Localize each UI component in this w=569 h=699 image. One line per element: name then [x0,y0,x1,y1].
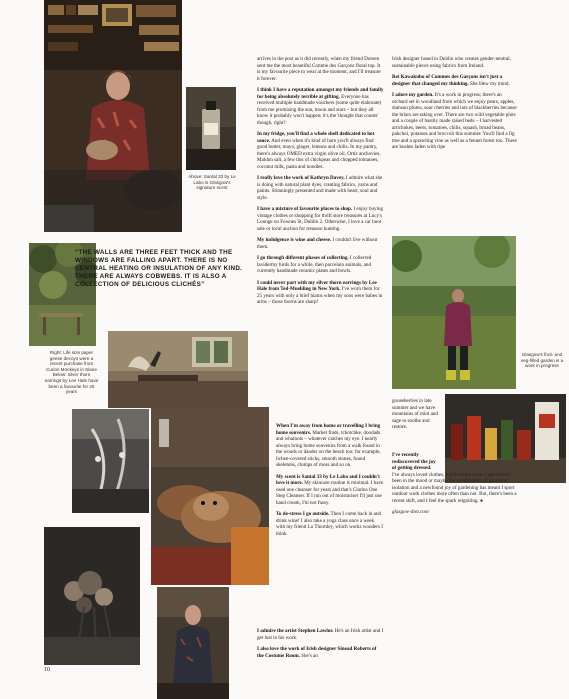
col1-p7: I collected taxidermy birds for a while, then porcelain animals, and currently handmade ceramic plates and bowls. [257,255,372,274]
col1-p10-lead: My scent is Santal 33 by Le Labo and I couldn't love it more. [276,473,380,486]
col1-p12: He's an Irish artist and I get lost in his work. [257,628,384,641]
pull-quote: “THE WALLS ARE THREE FEET THICK AND THE WINDOWS ARE FALLING APART. THERE IS NO CENTRAL HEATING OR INSULATION OF ANY KIND. THERE ARE ALWAYS COBWEBS. IT IS ALSO A COLLECTION OF DELICIOUS CLICHÉS” [75,249,243,288]
col1-p9-lead: When I'm away from home or travelling I bring home souvenirs. [276,423,381,436]
portrait-chair-photo [157,587,229,699]
col1-p6: I couldn't live without them. [257,237,378,250]
col1-p8-lead: I could never part with my silver thorn earrings by Lee Hale from Ted-Muehling in New York. [257,279,377,292]
col2-p4: gooseberries in late summer and we have mountains of mint and sage to soothe and restore. [392,398,438,430]
article-column-1-bottom [257,628,384,664]
decoys-earrings-caption: Right: Life size paper geese decoys were a recent purchase from Curios Monkeys in Slane Below: silver thorn earrings by Lee Hale have been a favourite for 25 years [44,350,99,395]
col1-p9: Market finds, tchotchke, doodads and whatnots – whatever catches my eye. I nearly always bring home souvenirs from a walk found in the woods or dander on the beach too; for example, lichen-covered sticks, smooth stones, found skeletons, clumps of moss and so on. [276,429,381,468]
garden-caption: Glasgow's fruit- and veg-filled garden is a work in progress [520,352,564,369]
col1-p5: I enjoy buying vintage clothes or shopping for thrift store treasures at Lucy's Lounge on Fownes St, Dublin 2. Otherwise, I love a car boot sale or local auction for treasure hunting. [257,206,384,232]
col1-p11-lead: To de-stress I go outside. [276,511,330,517]
col2-p2-lead: Rei Kawakubo of Commes des Garçons isn't just a designer that changed my thinking. [392,74,503,87]
article-column-2-mid [392,398,442,436]
col1-p4: I admire what she is doing with natural plant dyes, creating fabrics, yarns and paints. Stunningly presented and made with heart, soul and style. [257,175,383,201]
thorn-earrings-photo [72,409,149,513]
col2-p5: I've always loved clothes, but in recent years I just haven't been in the mood or maybe the combination of pandemic isolation and a newfound joy of gardening has meant I sport outdoor work clothes more often than not. But, there's been a recent shift, and I feel the spark reigniting. ● [392,471,517,504]
santal-caption: Above: Santal 33 by Le Labo is Glasgow's signature scent [188,174,236,191]
col2-p1: Irish designer based in Dublin who creates gender-neutral, sustainable pieces using fabrics from Ireland. [392,56,511,69]
col2-p3: It's a work in progress; there's an orchard set in woodland from which we enjoy pears, apples, damson plums, sour cherries and lots of blackberries because the briars are taking over. There are two wild vegetable plots and a couple of hastily made raised beds – I harvested artichokes, beets, tomatoes, chilis, squash, broad beans, pakchoi, potatoes and broccoli this summer. You'll find a fig tree and a sprawling vine as well as a fennel forest too. There are bushes laden with ripe [392,92,517,150]
col1-p10: My skincare routine is minimal. I have used one cleanser for years and that's Clarins One Step Cleanser. If I run out of moisturiser I'll just use hand cream, I'm not fussy. [276,480,384,506]
col1-p8: I've worn them for 25 years with only a brief hiatus when my sons were babes in arms – those thorns are sharp! [257,286,383,305]
col1-p1: arrives in the post as it did recently, when my friend Doreen sent me the most beautiful Comme des Garçons floral top. It is my favourite piece to wear at the moment, and I'll treasure it forever. [257,56,381,82]
website-credit: glasgow-diez.com [392,509,429,515]
col1-p2: Everyone has received multiple handmade vouchers (some quite elaborate) from me promising the sun, moon and stars – but they all know it probably won't happen; it's the 'thought that counts' though, right? [257,93,382,126]
col1-p5-lead: I have a mixture of favourite places to shop. [257,206,353,212]
article-column-1 [257,56,384,311]
col1-p11: Then I come back in and drink wine! I also take a yoga class once a week with my friend Lu Thornley, which works wonders I think. [276,511,383,537]
col1-p12-lead: I admire the artist Stephen Lawlor. [257,628,334,634]
dog-sofa-photo [151,407,269,585]
article-column-1-lower [276,423,384,542]
geese-decoys-interior-photo [108,331,248,408]
col1-p3-lead: In my fridge, you'll find a whole shelf dedicated to hot sauce. [257,131,375,144]
santal-perfume-photo [186,87,236,170]
col1-p2-lead: I think I have a reputation amongst my friends and family for being absolutely terrible at gifting. [257,87,384,100]
col1-p7-lead: I go through different phases of collecting. [257,255,349,261]
col1-p13-lead: I also love the work of Irish designer Sinead Roberts of the Costume Room. [257,646,377,659]
article-column-2 [392,56,518,156]
col2-p2: She blew my mind. [468,80,510,87]
page-number: 10 [44,667,50,673]
col1-p6-lead: My indulgence is wine and cheese. [257,237,332,243]
col1-p3: And even when it's kind of bare you'll always find good butter, mayo, ginger, lemons and chilis. In my pantry, there's always OMED extra virgin olive oil, Ortiz anchovies, Maldon salt, a few tins of chickpeas and chopped tomatoes, coconut milk, pasta and noodles. [257,137,381,170]
col1-p13: She's an [299,652,318,659]
col2-p3-lead: I adore my garden. [392,92,434,98]
dried-flowers-photo [44,527,140,665]
article-column-2-lower [392,452,518,521]
col1-p4-lead: I really love the work of Kathryn Davey. [257,175,345,181]
portrait-library-photo [44,0,182,232]
col2-p5-lead: I've recently rediscovered the joy of getting dressed. [392,452,436,471]
garden-woman-photo [392,236,516,389]
